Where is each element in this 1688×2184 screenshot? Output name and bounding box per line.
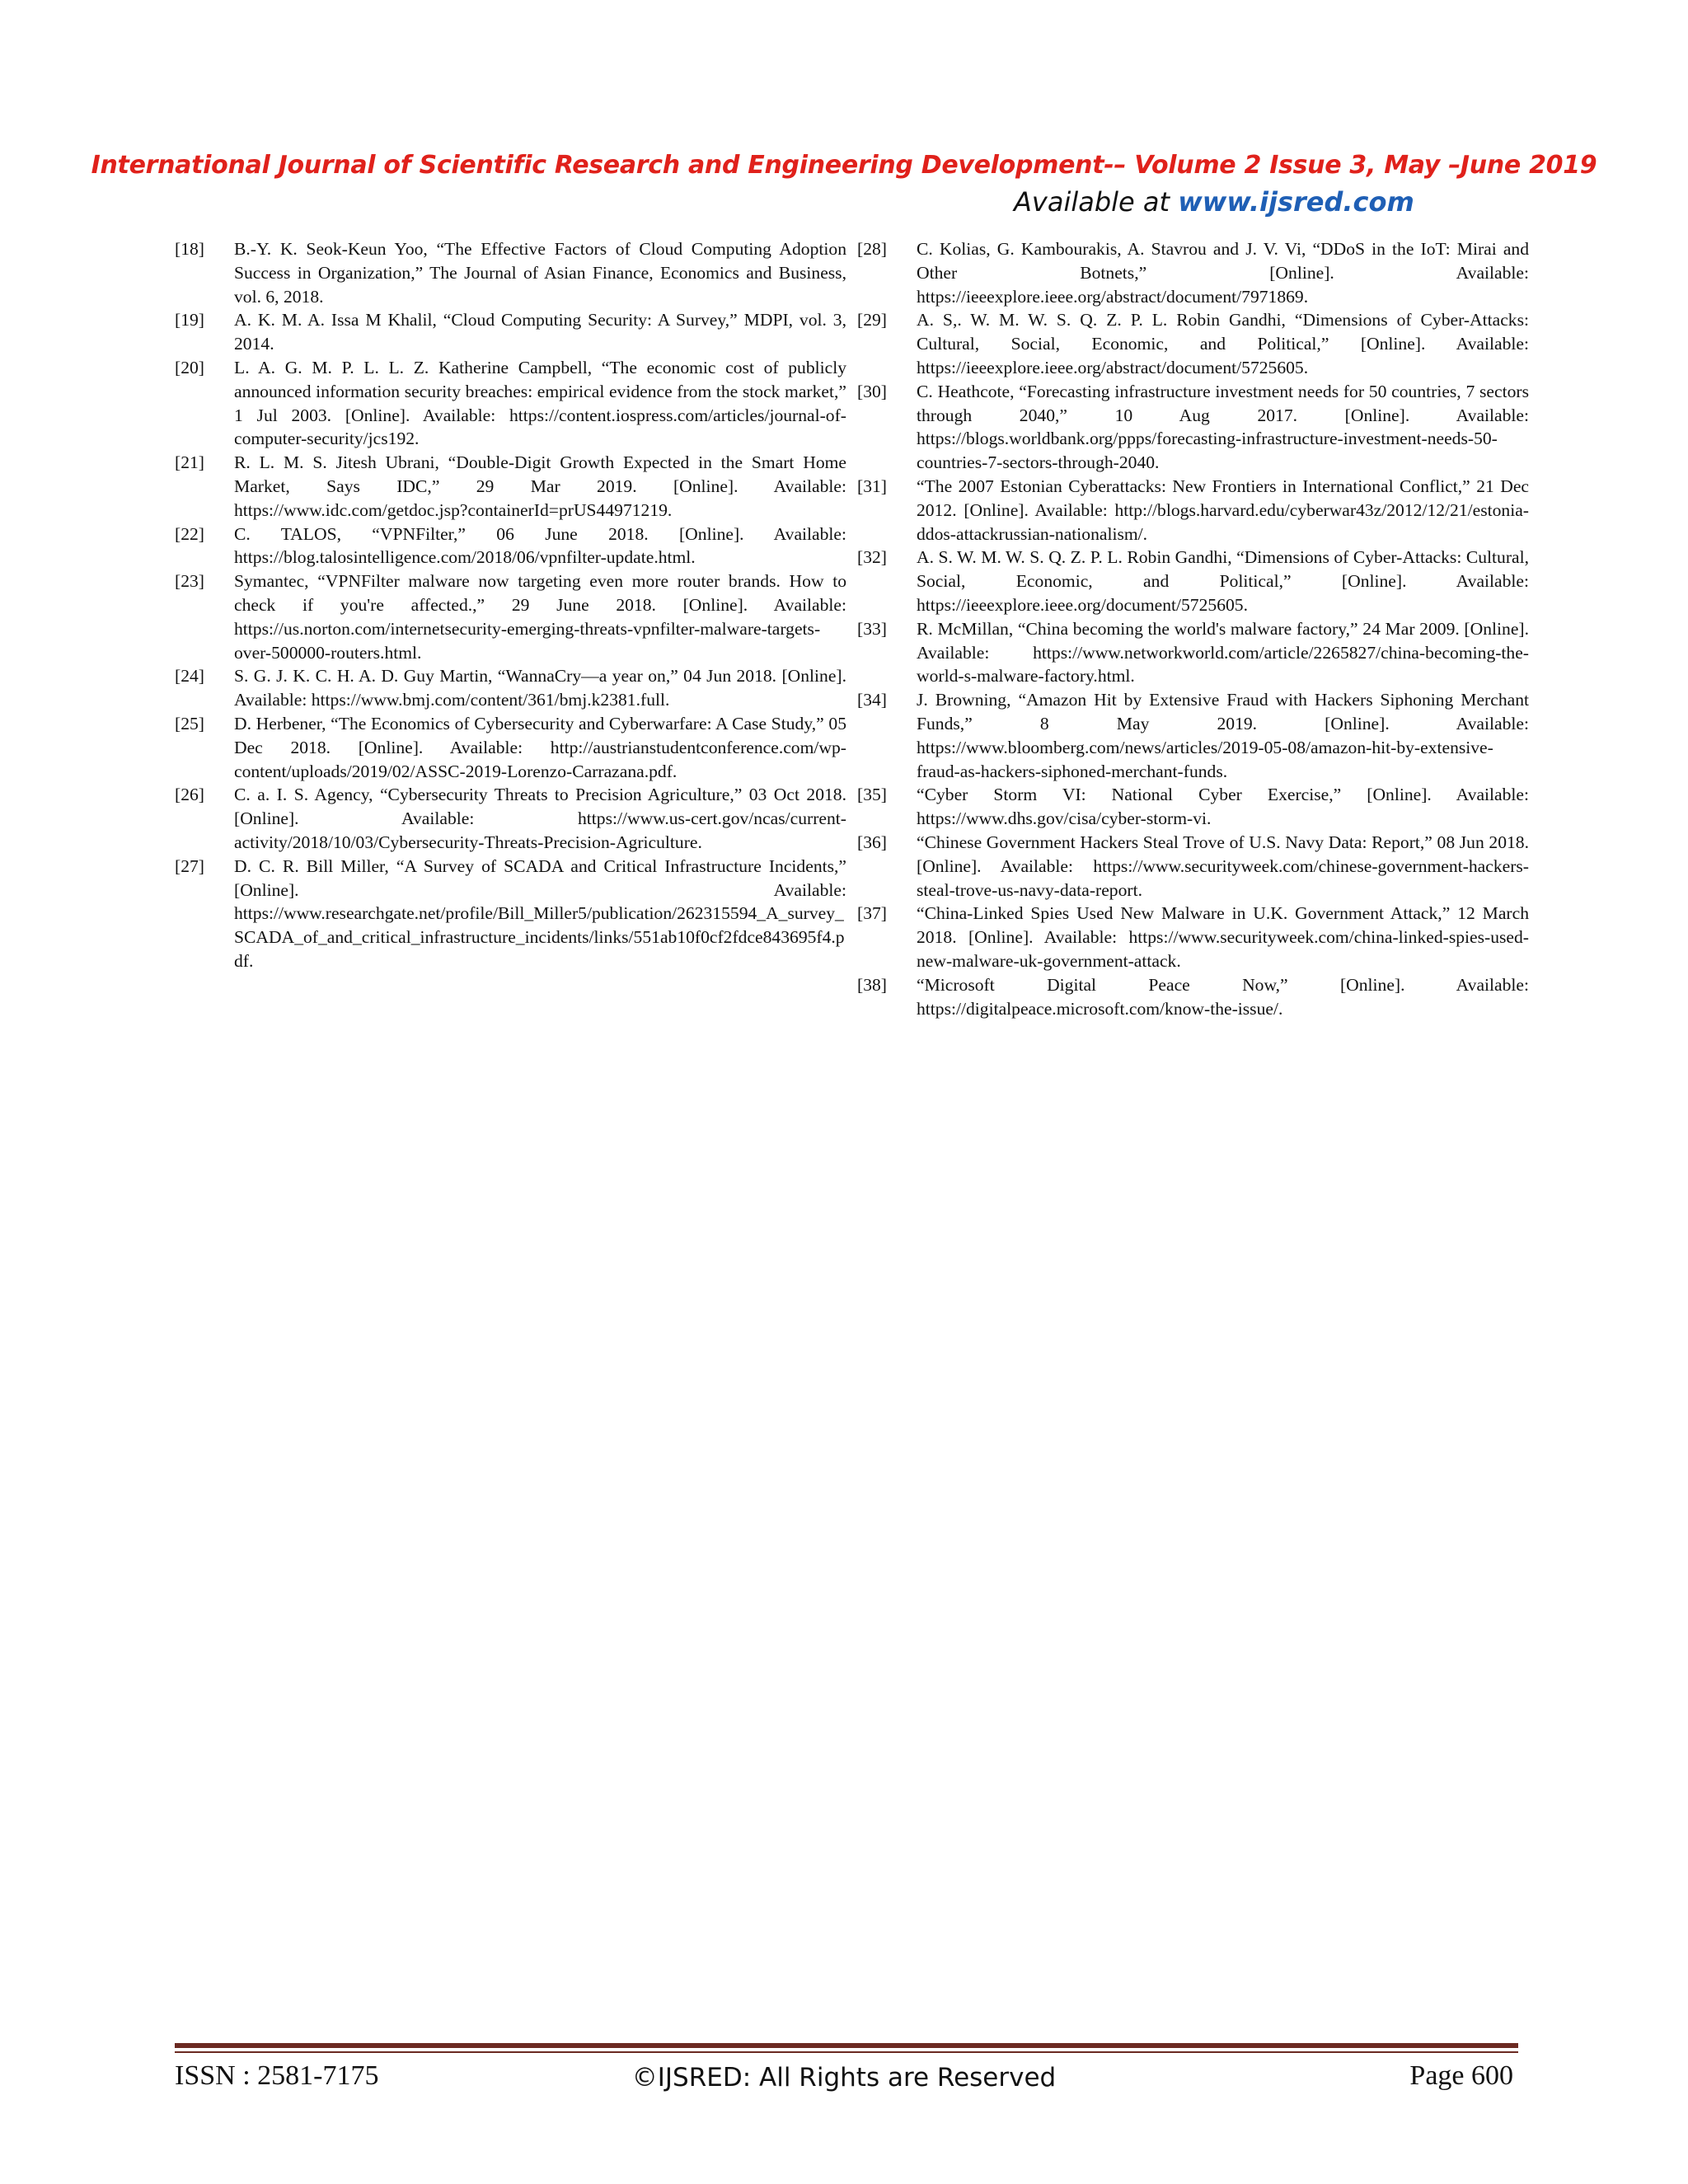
reference-text: L. A. G. M. P. L. L. Z. Katherine Campbell, “The economic cost of publicly announced information security breaches: empirical evidence from the stock market,” 1 Jul 2003. [Online]. Available: https://content.iospress.com/articles/journal-of-computer-security/jcs192.	[234, 357, 846, 449]
reference-number: [32]	[857, 547, 887, 568]
reference-text: B.-Y. K. Seok-Keun Yoo, “The Effective Factors of Cloud Computing Adoption Success in Organization,” The Journal of Asian Finance, Economics and Business, vol. 6, 2018.	[234, 239, 846, 307]
journal-url-link[interactable]: www.ijsred.com	[1178, 186, 1414, 218]
reference-item	[857, 902, 1529, 972]
reference-item	[175, 569, 846, 664]
reference-text: Symantec, “VPNFilter malware now targeting even more router brands. How to check if you're affected.,” 29 June 2018. [Online]. Available: https://us.norton.com/internetsecurity-emerging-threats-vpnfilter-malware-targets-over-500000-routers.html.	[234, 571, 846, 663]
reference-number: [37]	[857, 903, 887, 924]
reference-number: [34]	[857, 690, 887, 710]
reference-number: [18]	[175, 239, 204, 259]
reference-item	[175, 237, 846, 308]
reference-text: C. TALOS, “VPNFilter,” 06 June 2018. [Online]. Available: https://blog.talosintelligence.com/2018/06/vpnfilter-update.html.	[234, 523, 846, 568]
reference-item	[175, 308, 846, 356]
reference-number: [23]	[175, 571, 204, 592]
reference-text: S. G. J. K. C. H. A. D. Guy Martin, “WannaCry—a year on,” 04 Jun 2018. [Online]. Available: https://www.bmj.com/content/361/bmj.k2381.full.	[234, 666, 846, 710]
footer-page-number: Page 600	[1409, 2060, 1513, 2091]
reference-number: [26]	[175, 785, 204, 805]
reference-item	[857, 546, 1529, 616]
footer-rule-thick	[175, 2043, 1518, 2048]
reference-text: “Microsoft Digital Peace Now,” [Online]. Available: https://digitalpeace.microsoft.com/know-the-issue/.	[917, 974, 1529, 1019]
reference-number: [38]	[857, 974, 887, 995]
references-right-column	[857, 237, 1529, 1020]
reference-item	[175, 523, 846, 570]
reference-item	[857, 783, 1529, 831]
available-prefix: Available at	[1014, 186, 1179, 218]
reference-item	[857, 237, 1529, 308]
reference-number: [30]	[857, 381, 887, 401]
reference-number: [29]	[857, 310, 887, 330]
reference-number: [24]	[175, 666, 204, 687]
available-at	[1014, 186, 1414, 218]
reference-number: [19]	[175, 310, 204, 330]
reference-item	[857, 475, 1529, 546]
reference-number: [20]	[175, 357, 204, 377]
footer-rights: ©IJSRED: All Rights are Reserved	[631, 2063, 1057, 2093]
reference-number: [28]	[857, 239, 887, 259]
reference-number: [35]	[857, 785, 887, 805]
reference-item	[175, 356, 846, 451]
reference-text: D. Herbener, “The Economics of Cybersecurity and Cyberwarfare: A Case Study,” 05 Dec 2018. [Online]. Available: http://austrianstudentconference.com/wp-content/uploads/2019/02/ASSC-2019-Lorenzo-Carrazana.pdf.	[234, 713, 846, 781]
reference-text: “China-Linked Spies Used New Malware in U.K. Government Attack,” 12 March 2018. [Online]. Available: https://www.securityweek.com/china-linked-spies-used-new-malware-uk-government-attack.	[917, 903, 1529, 971]
reference-text: “Chinese Government Hackers Steal Trove of U.S. Navy Data: Report,” 08 Jun 2018. [Online]. Available: https://www.securityweek.com/chinese-government-hackers-steal-trove-us-navy-data-report.	[917, 832, 1529, 900]
reference-item	[857, 688, 1529, 783]
reference-item	[175, 783, 846, 854]
reference-item	[857, 380, 1529, 475]
reference-number: [21]	[175, 452, 204, 473]
reference-text: J. Browning, “Amazon Hit by Extensive Fraud with Hackers Siphoning Merchant Funds,” 8 May 2019. [Online]. Available: https://www.bloomberg.com/news/articles/2019-05-08/amazon-hit-by-extensive-fraud-as-hackers-siphoned-merchant-funds.	[917, 690, 1529, 781]
reference-number: [27]	[175, 855, 204, 876]
reference-number: [22]	[175, 523, 204, 544]
reference-item	[857, 617, 1529, 688]
reference-item	[175, 855, 846, 973]
journal-title: International Journal of Scientific Research and Engineering Development-– Volume 2 Issue 3, May –June 2019	[91, 151, 1597, 180]
footer-rule-thin	[175, 2051, 1518, 2053]
reference-item	[857, 973, 1529, 1021]
reference-item	[857, 831, 1529, 902]
reference-item	[857, 308, 1529, 379]
reference-number: [31]	[857, 476, 887, 496]
reference-text: A. S. W. M. W. S. Q. Z. P. L. Robin Gandhi, “Dimensions of Cyber-Attacks: Cultural, Social, Economic, and Political,” [Online]. Available: https://ieeexplore.ieee.org/document/5725605.	[917, 547, 1529, 615]
reference-item	[175, 451, 846, 522]
reference-text: A. K. M. A. Issa M Khalil, “Cloud Computing Security: A Survey,” MDPI, vol. 3, 2014.	[234, 310, 846, 354]
reference-number: [33]	[857, 618, 887, 639]
reference-item	[175, 664, 846, 712]
reference-text: R. L. M. S. Jitesh Ubrani, “Double-Digit Growth Expected in the Smart Home Market, Says IDC,” 29 Mar 2019. [Online]. Available: https://www.idc.com/getdoc.jsp?containerId=prUS44971219.	[234, 452, 846, 520]
reference-text: “Cyber Storm VI: National Cyber Exercise,” [Online]. Available: https://www.dhs.gov/cisa/cyber-storm-vi.	[917, 785, 1529, 829]
reference-text: C. Heathcote, “Forecasting infrastructure investment needs for 50 countries, 7 sectors through 2040,” 10 Aug 2017. [Online]. Available: https://blogs.worldbank.org/ppps/forecasting-infrastructure-investment-needs-50-countries-7-sectors-through-2040.	[917, 381, 1529, 473]
footer-issn: ISSN : 2581-7175	[175, 2060, 379, 2091]
reference-text: D. C. R. Bill Miller, “A Survey of SCADA and Critical Infrastructure Incidents,” [Online]. Available: https://www.researchgate.net/profile/Bill_Miller5/publication/262315594_A_survey_SCADA_of_and_critical_infrastructure_incidents/links/551ab10f0cf2fdce843695f4.pdf.	[234, 855, 846, 971]
reference-text: “The 2007 Estonian Cyberattacks: New Frontiers in International Conflict,” 21 Dec 2012. [Online]. Available: http://blogs.harvard.edu/cyberwar43z/2012/12/21/estonia-ddos-attackrussian-nationalism/.	[917, 476, 1529, 544]
reference-text: C. Kolias, G. Kambourakis, A. Stavrou and J. V. Vi, “DDoS in the IoT: Mirai and Other Botnets,” [Online]. Available: https://ieeexplore.ieee.org/abstract/document/7971869.	[917, 239, 1529, 307]
reference-number: [25]	[175, 713, 204, 733]
reference-number: [36]	[857, 832, 887, 852]
reference-text: A. S,. W. M. W. S. Q. Z. P. L. Robin Gandhi, “Dimensions of Cyber-Attacks: Cultural, Social, Economic, and Political,” [Online]. Available: https://ieeexplore.ieee.org/abstract/document/5725605.	[917, 310, 1529, 377]
references-left-column	[175, 237, 846, 973]
reference-item	[175, 712, 846, 783]
reference-text: C. a. I. S. Agency, “Cybersecurity Threats to Precision Agriculture,” 03 Oct 2018. [Online]. Available: https://www.us-cert.gov/ncas/current-activity/2018/10/03/Cybersecurity-Threats-Precision-Agriculture.	[234, 785, 846, 852]
reference-text: R. McMillan, “China becoming the world's malware factory,” 24 Mar 2009. [Online]. Available: https://www.networkworld.com/article/2265827/china-becoming-the-world-s-malware-factory.html.	[917, 618, 1529, 687]
